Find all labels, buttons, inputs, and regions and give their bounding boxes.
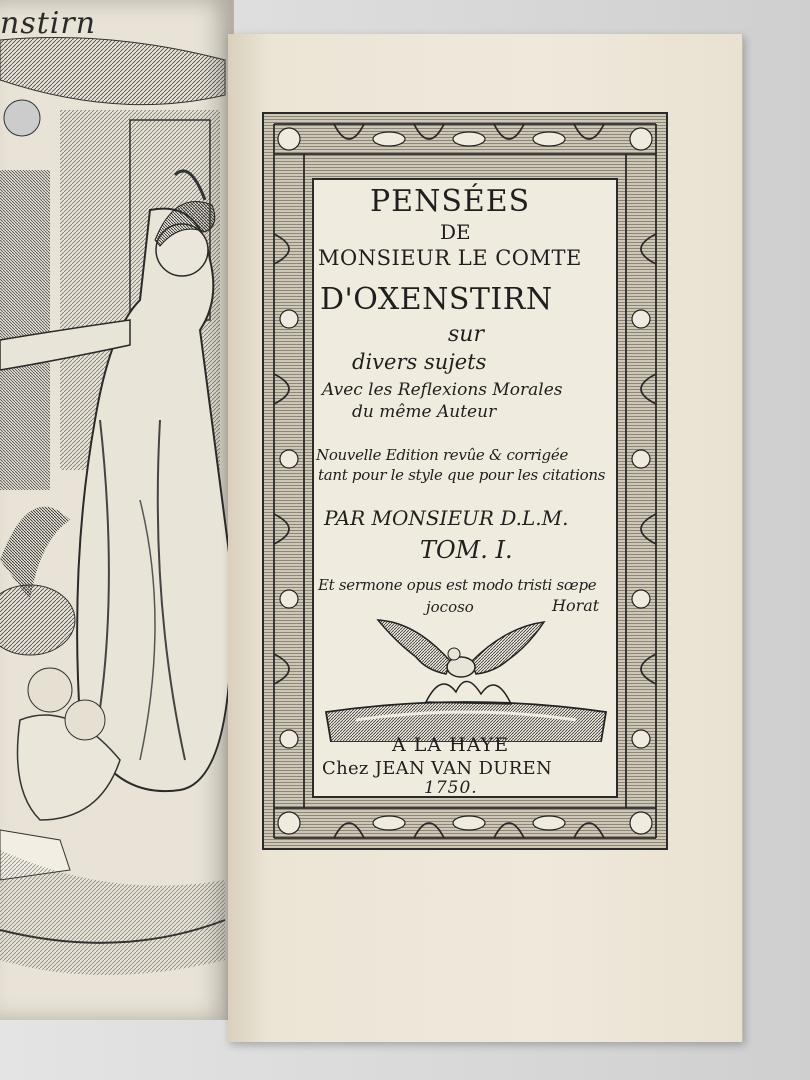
title-author: D'OXENSTIRN: [320, 282, 553, 317]
title-pensees: PENSÉES: [370, 184, 531, 219]
phoenix-rising-icon: [316, 612, 616, 742]
epigraph-source: Horat: [552, 596, 600, 615]
title-subject: divers sujets: [352, 350, 487, 374]
frontispiece-caption: nstirn: [0, 6, 97, 41]
epigraph-line-2: jocoso: [426, 598, 474, 616]
editor-credit: PAR MONSIEUR D.L.M.: [324, 506, 569, 530]
frontispiece-engraving: [0, 0, 232, 1020]
edition-note-1: Nouvelle Edition revûe & corrigée: [316, 446, 569, 464]
title-meme-auteur: du même Auteur: [352, 402, 497, 422]
edition-note-2: tant pour le style que pour les citations: [318, 466, 606, 484]
title-de: DE: [440, 220, 471, 244]
title-reflexions: Avec les Reflexions Morales: [322, 380, 563, 400]
epigraph-line-1: Et sermone opus est modo tristi sœpe: [318, 576, 597, 594]
imprint-year: 1750.: [424, 778, 478, 798]
volume-number: TOM. I.: [420, 536, 513, 564]
imprint-printer: Chez JEAN VAN DUREN: [322, 758, 553, 779]
frontispiece-page: [0, 0, 234, 1020]
title-monsieur: MONSIEUR LE COMTE: [318, 246, 582, 270]
title-sur: sur: [448, 322, 484, 347]
imprint-place: A LA HAYE: [392, 734, 510, 756]
